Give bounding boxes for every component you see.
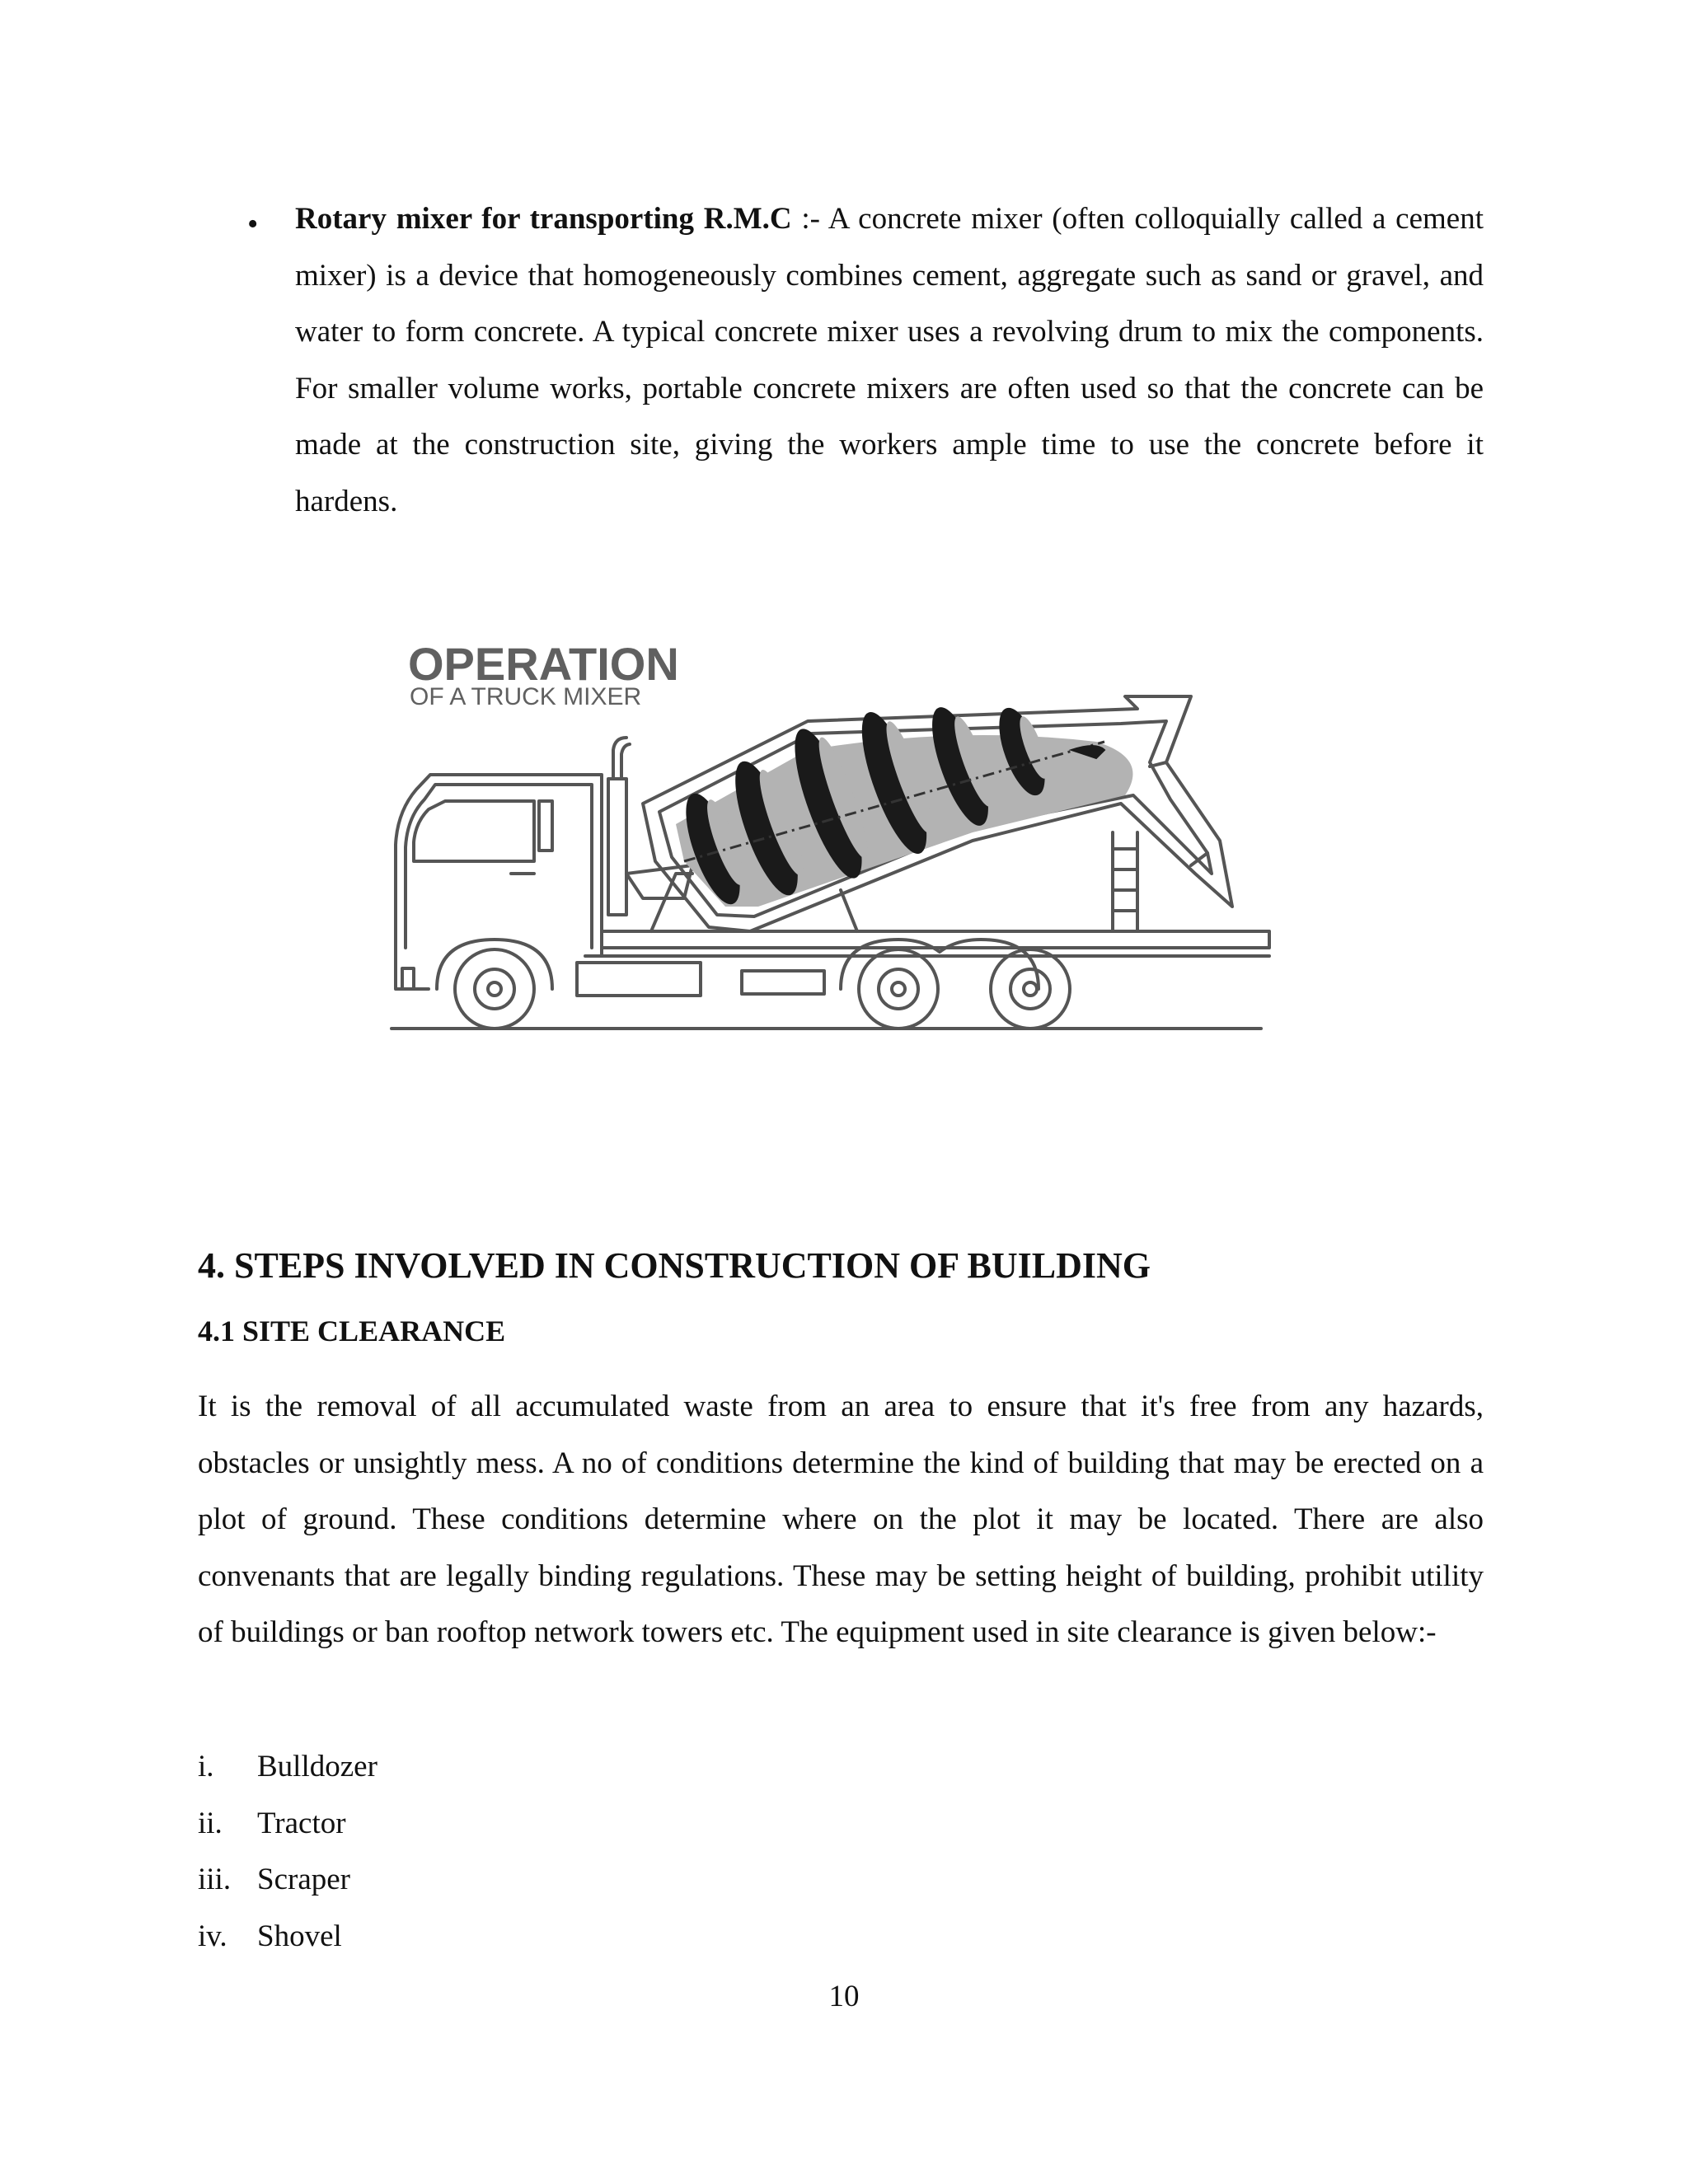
front-wheel: [455, 949, 534, 1029]
bullet-heading: Rotary mixer for transporting R.M.C: [295, 202, 792, 236]
list-item-text: Scraper: [257, 1863, 350, 1896]
rear-wheel-1: [859, 949, 938, 1029]
subsection-heading: 4.1 SITE CLEARANCE: [198, 1315, 506, 1347]
cab-window: [414, 801, 534, 861]
figure-subtitle: OF A TRUCK MIXER: [410, 683, 642, 710]
list-item: [198, 1739, 857, 1796]
tool-box: [742, 971, 824, 994]
truck-mixer-illustration: [379, 626, 1286, 1055]
section-heading: 4. STEPS INVOLVED IN CONSTRUCTION OF BUILDING: [198, 1245, 1151, 1286]
figure-title: OPERATION: [408, 638, 679, 690]
site-clearance-paragraph: It is the removal of all accumulated waste from an area to ensure that it's free from any hazards, obstacles or unsightly mess. A no of conditions determine the kind of building that may be erected on a plot of ground. These conditions determine where on the plot it may be located. There are also convenants that are legally binding regulations. These may be setting height of building, prohibit utility of buildings or ban rooftop network towers etc. The equipment used in site clearance is given below:-: [198, 1390, 1484, 1649]
bullet-body: A concrete mixer (often colloquially called a cement mixer) is a device that homogeneously combines cement, aggregate such as sand or gravel, and water to form concrete. A typical concrete mixer uses a revolving drum to mix the components. For smaller volume works, portable concrete mixers are often used so that the concrete can be made at the construction site, giving the workers ample time to use the concrete before it hardens.: [295, 202, 1484, 518]
fuel-tank: [577, 963, 701, 996]
list-item-text: Bulldozer: [257, 1750, 377, 1783]
list-item-number: i.: [198, 1750, 214, 1783]
truck-mixer-figure: [379, 626, 1286, 1055]
list-item: [198, 1852, 857, 1909]
page-number: 10: [828, 1980, 860, 2013]
bullet-paragraph: [295, 191, 1484, 530]
list-item-number: iii.: [198, 1863, 232, 1896]
exhaust-stack: [608, 779, 626, 915]
chassis-frame: [602, 931, 1269, 948]
bullet-icon: •: [247, 207, 259, 241]
cab-mirror: [539, 801, 552, 851]
list-item-text: Shovel: [257, 1919, 342, 1953]
equipment-list: [198, 1739, 857, 1965]
list-item-number: iv.: [198, 1919, 227, 1953]
bullet-separator: :-: [791, 202, 828, 236]
list-item-text: Tractor: [257, 1806, 346, 1840]
list-item: [198, 1909, 857, 1966]
list-item: [198, 1796, 857, 1853]
list-item-number: ii.: [198, 1806, 223, 1840]
